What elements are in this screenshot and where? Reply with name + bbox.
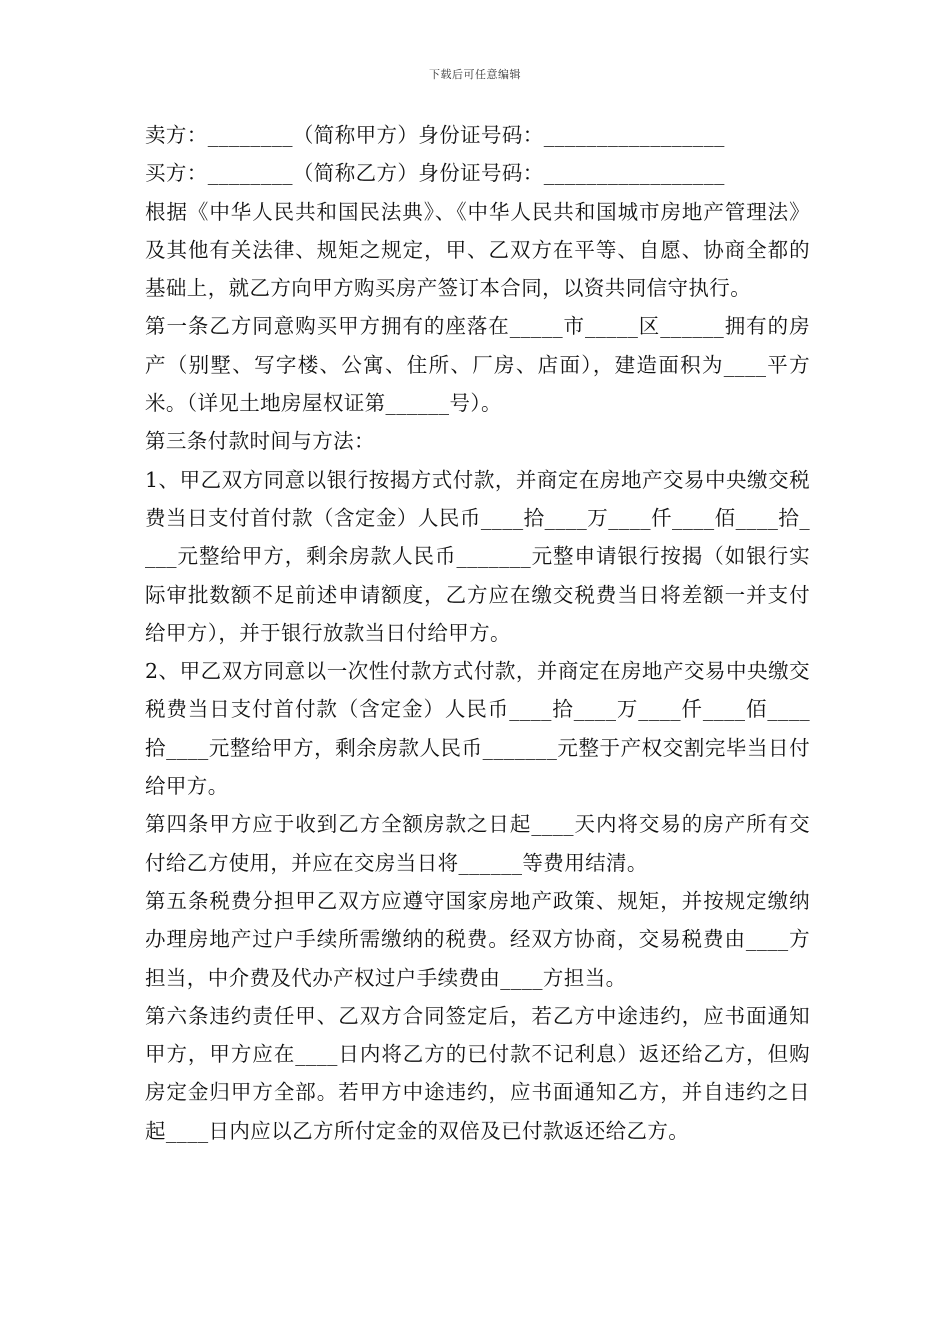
- page-header: 下载后可任意编辑: [429, 68, 521, 81]
- article-3-heading: 第三条付款时间与方法：: [145, 429, 375, 454]
- contract-body: [145, 116, 810, 1150]
- preamble-paragraph: 根据《中华人民共和国民法典》、《中华人民共和国城市房地产管理法》及其他有关法律、规矩之规定，甲、乙双方在平等、自愿、协商全都的基础上，就乙方向甲方购买房产签订本合同，以资共同信守执行。: [145, 199, 810, 301]
- buyer-line: 买方：________（简称乙方）身份证号码：_________________: [145, 161, 725, 186]
- payment-option-2: 2、甲乙双方同意以一次性付款方式付款，并商定在房地产交易中央缴交税费当日支付首付款（含定金）人民币____拾____万____仟____佰____拾____元整给甲方，剩余房款人民币_______元整于产权交割完毕当日付给甲方。: [145, 659, 810, 799]
- seller-line: 卖方：________（简称甲方）身份证号码：_________________: [145, 123, 725, 147]
- payment-option-1: 1、甲乙双方同意以银行按揭方式付款，并商定在房地产交易中央缴交税费当日支付首付款（含定金）人民币____拾____万____仟____佰____拾____元整给甲方，剩余房款人民币_______元整申请银行按揭（如银行实际审批数额不足前述申请额度，乙方应在缴交税费当日将差额一并支付给甲方），并于银行放款当日付给甲方。: [145, 467, 810, 645]
- article-6-paragraph: 第六条违约责任甲、乙双方合同签定后，若乙方中途违约，应书面通知甲方，甲方应在____日内将乙方的已付款不记利息）返还给乙方，但购房定金归甲方全部。若甲方中途违约，应书面通知乙方，并自违约之日起____日内应以乙方所付定金的双倍及已付款返还给乙方。: [145, 1003, 810, 1143]
- article-1-paragraph: 第一条乙方同意购买甲方拥有的座落在_____市_____区______拥有的房产（别墅、写字楼、公寓、住所、厂房、店面），建造面积为____平方米。（详见土地房屋权证第______号）。: [145, 314, 810, 416]
- article-5-paragraph: 第五条税费分担甲乙双方应遵守国家房地产政策、规矩，并按规定缴纳办理房地产过户手续所需缴纳的税费。经双方协商，交易税费由____方担当，中介费及代办产权过户手续费由____方担当。: [145, 888, 810, 990]
- article-4-paragraph: 第四条甲方应于收到乙方全额房款之日起____天内将交易的房产所有交付给乙方使用，并应在交房当日将______等费用结清。: [145, 812, 810, 875]
